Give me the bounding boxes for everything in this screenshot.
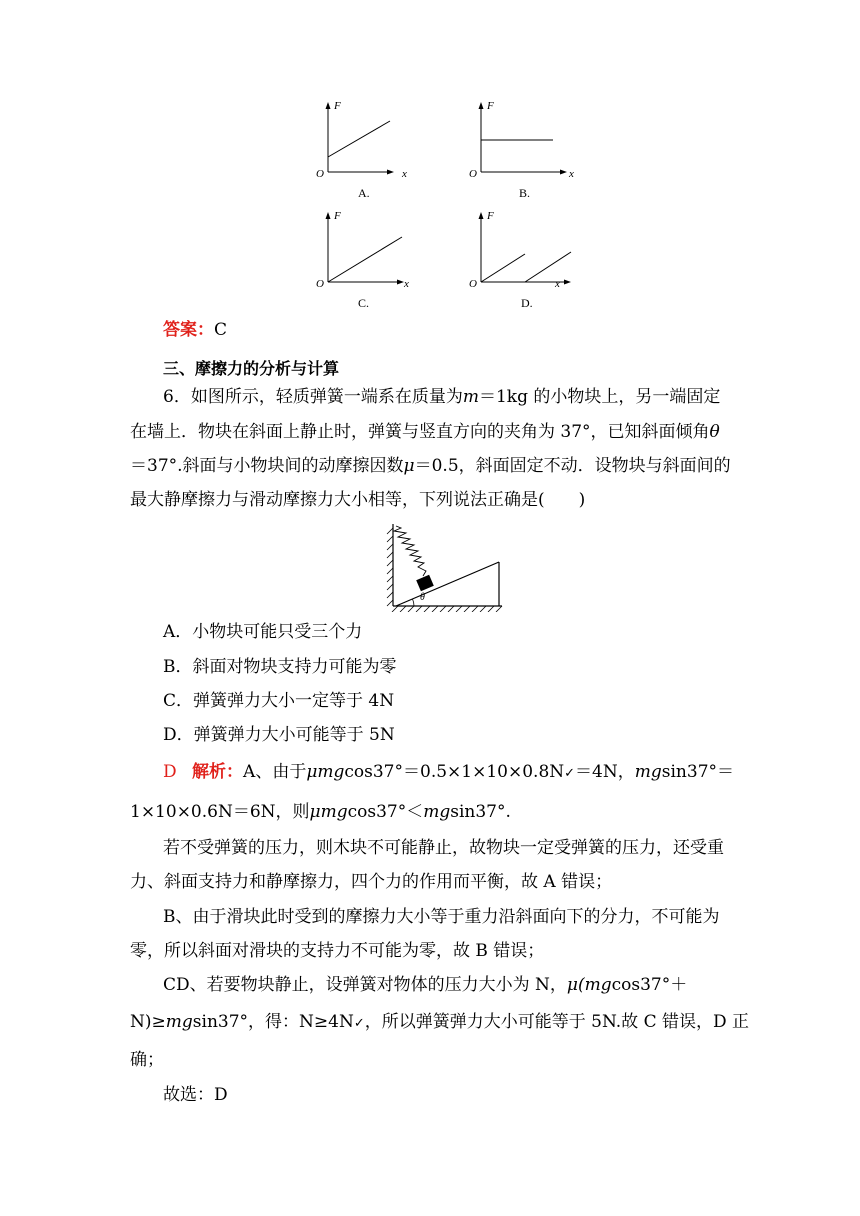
option-a: A．小物块可能只受三个力 bbox=[163, 622, 363, 642]
graph-b bbox=[469, 100, 574, 200]
answer-value: C bbox=[214, 320, 228, 340]
graph-a-axes bbox=[316, 100, 416, 180]
sol-1f: sin37°＝ bbox=[661, 762, 735, 782]
graph-d-axes bbox=[469, 210, 579, 290]
q6-text-3a: ＝37°.斜面与小物块间的动摩擦因数 bbox=[130, 456, 404, 476]
graph-d bbox=[469, 210, 579, 310]
q6-text-3b: ＝0.5，斜面固定不动．设物块与斜面间的 bbox=[414, 456, 731, 476]
solution-p3-line-2: 零，所以斜面对滑块的支持力不可能为零，故 B 错误； bbox=[130, 941, 545, 961]
solution-p4-line-1 bbox=[163, 977, 687, 994]
option-c: C．弹簧弹力大小一定等于 4N bbox=[163, 691, 395, 711]
graph-b-caption: B. bbox=[519, 186, 531, 200]
sol-4f: mg bbox=[165, 1012, 193, 1032]
graph-a-caption: A. bbox=[358, 186, 370, 200]
q6-text-1a: 6．如图所示，轻质弹簧一端系在质量为 bbox=[163, 387, 463, 407]
sol-4a: CD、若要物块静止，设弹簧对物体的压力大小为 N， bbox=[163, 975, 567, 995]
graph-d-x-label: x bbox=[555, 278, 560, 290]
graph-c-origin: O bbox=[316, 278, 324, 290]
checkmark-icon: ✓ bbox=[353, 1016, 365, 1031]
sol-4g: sin37°，得：N≥4N bbox=[192, 1012, 354, 1032]
q6-text-2a: 在墙上．物块在斜面上静止时，弹簧与竖直方向的夹角为 37°，已知斜面倾角 bbox=[130, 422, 710, 442]
solution-answer: D bbox=[163, 762, 177, 782]
sol-1b: μmg bbox=[306, 762, 345, 782]
graph-d-origin: O bbox=[469, 278, 477, 290]
sol-2d: mg bbox=[423, 802, 451, 822]
graph-c-x-label: x bbox=[404, 278, 409, 290]
q6-var-mu: μ bbox=[403, 456, 415, 476]
q6-text-1b: ＝1kg 的小物块上，另一端固定 bbox=[478, 387, 721, 407]
checkmark-icon: ✓ bbox=[564, 766, 576, 781]
previous-answer bbox=[163, 322, 227, 339]
sol-2a: 1×10×0.6N＝6N，则 bbox=[130, 802, 310, 822]
solution-p4-line-3: 确； bbox=[130, 1050, 164, 1070]
sol-2c: cos37°＜ bbox=[347, 802, 424, 822]
graph-b-origin: O bbox=[469, 168, 477, 180]
option-d: D．弹簧弹力大小可能等于 5N bbox=[163, 725, 395, 745]
solution-label: 解析： bbox=[192, 762, 244, 782]
sol-2b: μmg bbox=[309, 802, 348, 822]
sol-2e: sin37°. bbox=[450, 802, 511, 822]
answer-label: 答案： bbox=[163, 320, 214, 340]
graph-a-x-label: x bbox=[402, 168, 407, 180]
graph-c-y-label: F bbox=[334, 210, 341, 222]
graph-b-x-label: x bbox=[569, 168, 574, 180]
sol-4e: N)≥ bbox=[130, 1012, 166, 1032]
graph-c-axes bbox=[316, 210, 416, 290]
sol-1d: ＝4N， bbox=[575, 762, 635, 782]
graph-d-caption: D. bbox=[521, 296, 533, 310]
sol-4c: mg bbox=[584, 975, 612, 995]
sol-4h: ，所以弹簧弹力大小可能等于 5N.故 C 错误，D 正 bbox=[364, 1012, 750, 1032]
incline-diagram bbox=[376, 520, 506, 612]
solution-line-2 bbox=[130, 804, 511, 821]
incline-figure bbox=[376, 520, 506, 612]
sol-4b: μ( bbox=[566, 975, 585, 995]
option-b: B．斜面对物块支持力可能为零 bbox=[163, 657, 397, 677]
incline-theta-label: θ bbox=[420, 592, 425, 603]
solution-p2-line-1: 若不受弹簧的压力，则木块不可能静止，故物块一定受弹簧的压力，还受重 bbox=[163, 838, 724, 858]
question-line-1 bbox=[163, 389, 720, 406]
sol-1c: cos37°＝0.5×1×10×0.8N bbox=[344, 762, 565, 782]
question-line-4: 最大静摩擦力与滑动摩擦力大小相等，下列说法正确是( ) bbox=[130, 490, 586, 510]
sol-1e: mg bbox=[634, 762, 662, 782]
graph-a bbox=[316, 100, 416, 200]
section-title: 三、摩擦力的分析与计算 bbox=[163, 359, 340, 378]
q6-var-m: m bbox=[462, 387, 479, 407]
sol-1a: A、由于 bbox=[243, 762, 307, 782]
graph-a-origin: O bbox=[316, 168, 324, 180]
graph-c bbox=[316, 210, 416, 310]
solution-p4-line-2 bbox=[130, 1014, 749, 1031]
q6-var-theta: θ bbox=[709, 422, 720, 442]
graph-b-y-label: F bbox=[487, 100, 494, 112]
solution-line-1 bbox=[163, 764, 734, 781]
graph-b-axes bbox=[469, 100, 569, 180]
question-line-3 bbox=[130, 458, 731, 475]
graph-d-y-label: F bbox=[487, 210, 494, 222]
solution-final: 故选：D bbox=[163, 1085, 228, 1105]
solution-p2-line-2: 力、斜面支持力和静摩擦力，四个力的作用而平衡，故 A 错误； bbox=[130, 872, 613, 892]
sol-4d: cos37°＋ bbox=[611, 975, 688, 995]
graph-c-caption: C. bbox=[358, 296, 370, 310]
solution-p3-line-1: B、由于滑块此时受到的摩擦力大小等于重力沿斜面向下的分力，不可能为 bbox=[163, 907, 720, 927]
question-line-2 bbox=[130, 424, 720, 441]
graph-a-y-label: F bbox=[334, 100, 341, 112]
